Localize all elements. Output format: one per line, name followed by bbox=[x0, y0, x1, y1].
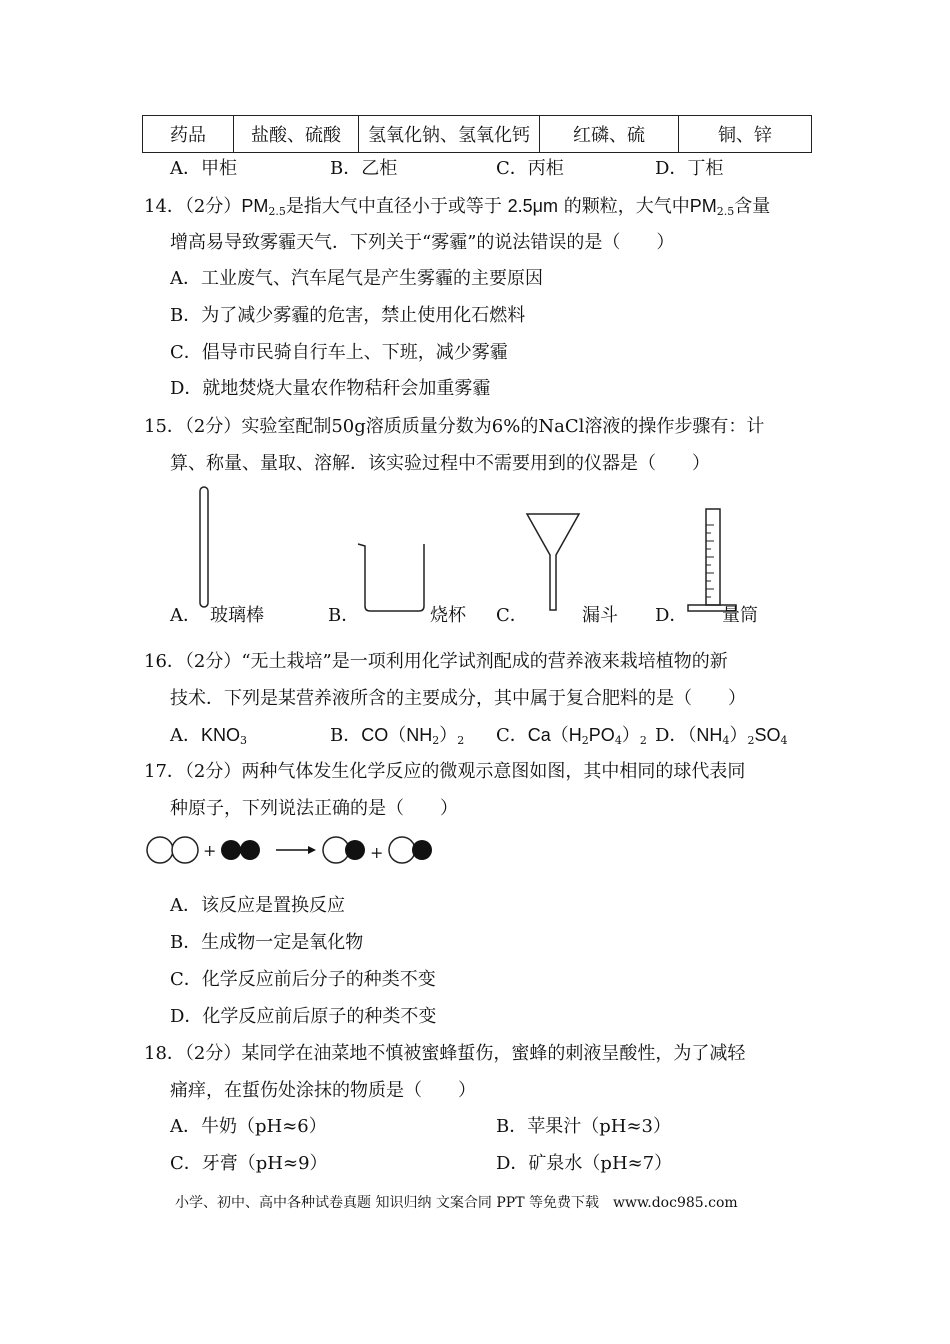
black-atom bbox=[345, 840, 365, 860]
black-atom bbox=[412, 840, 432, 860]
funnel-image bbox=[523, 510, 583, 615]
option-d: D．丁柜 bbox=[655, 158, 724, 179]
black-atom bbox=[240, 840, 260, 860]
question-15-line2: 算、称量、量取、溶解．该实验过程中不需要用到的仪器是（ ） bbox=[170, 453, 710, 474]
q18-option: C．牙膏（pH≈9） bbox=[170, 1153, 328, 1174]
q15-option-a: A． bbox=[170, 605, 201, 626]
question-14-line2: 增高易导致雾霾天气．下列关于“雾霾”的说法错误的是（ ） bbox=[170, 232, 675, 253]
q17-option: B．生成物一定是氧化物 bbox=[170, 932, 364, 953]
question-17-line1: 17．（2分）两种气体发生化学反应的微观示意图如图，其中相同的球代表同 bbox=[144, 761, 746, 782]
q15-option-c: C． bbox=[496, 605, 528, 626]
option-a: A．甲柜 bbox=[170, 158, 237, 179]
table-cell: 铜、锌 bbox=[679, 116, 812, 153]
table-cell: 氢氧化钠、氢氧化钙 bbox=[359, 116, 540, 153]
q17-option: A．该反应是置换反应 bbox=[170, 895, 345, 916]
question-16-line1: 16．（2分）“无土栽培”是一项利用化学试剂配成的营养液来栽培植物的新 bbox=[144, 651, 728, 672]
table-cell: 盐酸、硫酸 bbox=[234, 116, 359, 153]
footer-text: 小学、初中、高中各种试卷真题 知识归纳 文案合同 PPT 等免费下载 www.doc985.com bbox=[175, 1195, 738, 1211]
plus-sign: + bbox=[203, 841, 217, 860]
q14-option: A．工业废气、汽车尾气是产生雾霾的主要原因 bbox=[170, 268, 543, 289]
q18-option: D．矿泉水（pH≈7） bbox=[496, 1153, 673, 1174]
glass-rod-image bbox=[195, 485, 215, 610]
reaction-diagram bbox=[140, 830, 440, 870]
q14-option: D．就地焚烧大量农作物秸秆会加重雾霾 bbox=[170, 378, 491, 399]
q15-option-d: D． bbox=[655, 605, 688, 626]
cabinet-table bbox=[142, 115, 812, 153]
question-14-line1: 14．（2分）$PM_{2.5}$是指大气中直径小于或等于 2.5μm 的颗粒，大气中$PM_{2.5}$含量 bbox=[144, 196, 771, 218]
white-atom bbox=[147, 837, 173, 863]
q14-option: B．为了减少雾霾的危害，禁止使用化石燃料 bbox=[170, 305, 526, 326]
question-17-line2: 种原子，下列说法正确的是（ ） bbox=[170, 798, 458, 819]
question-18-line2: 痛痒，在蜇伤处涂抹的物质是（ ） bbox=[170, 1080, 476, 1101]
q16-option-d: D．$(NH_4)_2SO_4$ bbox=[655, 725, 788, 747]
q16-option-c: C．$Ca(H_2PO_4)_2$ bbox=[496, 725, 647, 747]
q18-option: A．牛奶（pH≈6） bbox=[170, 1116, 327, 1137]
arrow-icon bbox=[308, 846, 316, 854]
option-b: B．乙柜 bbox=[330, 158, 398, 179]
plus-sign: + bbox=[370, 843, 384, 862]
option-c: C．丙柜 bbox=[496, 158, 564, 179]
q15-option-b-text: 烧杯 bbox=[430, 605, 466, 626]
q17-option: C．化学反应前后分子的种类不变 bbox=[170, 969, 436, 990]
q15-option-c-text: 漏斗 bbox=[582, 605, 618, 626]
q15-option-a-text: 玻璃棒 bbox=[210, 605, 264, 626]
question-15-line1: 15．（2分）实验室配制50g溶质质量分数为6%的NaCl溶液的操作步骤有：计 bbox=[144, 416, 765, 437]
q16-option-a: A．$KNO_3$ bbox=[170, 725, 248, 747]
beaker-image bbox=[355, 540, 430, 615]
question-18-line1: 18．（2分）某同学在油菜地不慎被蜜蜂蜇伤，蜜蜂的刺液呈酸性，为了减轻 bbox=[144, 1043, 746, 1064]
q15-option-b: B． bbox=[328, 605, 360, 626]
q16-option-b: B．$CO(NH_2)_2$ bbox=[330, 725, 465, 747]
graduated-cylinder-image bbox=[684, 505, 739, 615]
q18-option: B．苹果汁（pH≈3） bbox=[496, 1116, 671, 1137]
black-atom bbox=[221, 840, 241, 860]
table-cell: 药品 bbox=[143, 116, 234, 153]
q17-option: D．化学反应前后原子的种类不变 bbox=[170, 1006, 437, 1027]
white-atom bbox=[172, 837, 198, 863]
q15-option-d-text: 量筒 bbox=[722, 605, 758, 626]
table-cell: 红磷、硫 bbox=[540, 116, 679, 153]
white-atom bbox=[389, 837, 415, 863]
q14-option: C．倡导市民骑自行车上、下班，减少雾霾 bbox=[170, 342, 508, 363]
question-16-line2: 技术．下列是某营养液所含的主要成分，其中属于复合肥料的是（ ） bbox=[170, 688, 746, 709]
